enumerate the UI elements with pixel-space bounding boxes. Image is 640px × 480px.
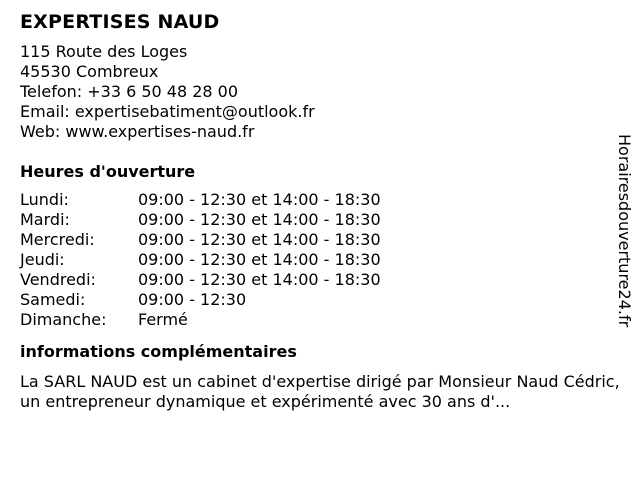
address-street: 115 Route des Loges — [20, 42, 188, 61]
hours-time: Fermé — [138, 310, 188, 329]
business-name: EXPERTISES NAUD — [20, 11, 220, 33]
contact-block — [20, 42, 620, 142]
hours-time: 09:00 - 12:30 et 14:00 - 18:30 — [138, 270, 381, 289]
address-city: 45530 Combreux — [20, 62, 159, 81]
hours-day: Jeudi: — [20, 250, 65, 269]
hours-day: Samedi: — [20, 290, 86, 309]
hours-day: Lundi: — [20, 190, 69, 209]
email-line: Email: expertisebatiment@outlook.fr — [20, 102, 315, 121]
hours-heading: Heures d'ouverture — [20, 162, 196, 181]
hours-day: Mardi: — [20, 210, 70, 229]
info-heading: informations complémentaires — [20, 342, 297, 361]
phone-line: Telefon: +33 6 50 48 28 00 — [20, 82, 239, 101]
hours-time: 09:00 - 12:30 — [138, 290, 247, 309]
hours-row — [20, 250, 620, 270]
hours-time: 09:00 - 12:30 et 14:00 - 18:30 — [138, 250, 381, 269]
hours-time: 09:00 - 12:30 et 14:00 - 18:30 — [138, 230, 381, 249]
hours-row — [20, 230, 620, 250]
site-brand-vertical: Horairesdouverture24.fr — [615, 134, 634, 328]
hours-day: Vendredi: — [20, 270, 96, 289]
hours-time: 09:00 - 12:30 et 14:00 - 18:30 — [138, 190, 381, 209]
hours-row — [20, 210, 620, 230]
hours-time: 09:00 - 12:30 et 14:00 - 18:30 — [138, 210, 381, 229]
business-card — [20, 10, 620, 412]
hours-table — [20, 190, 620, 330]
hours-day: Mercredi: — [20, 230, 95, 249]
web-line: Web: www.expertises-naud.fr — [20, 122, 255, 141]
hours-row — [20, 270, 620, 290]
hours-row — [20, 290, 620, 310]
hours-row — [20, 190, 620, 210]
hours-day: Dimanche: — [20, 310, 107, 329]
hours-row — [20, 310, 620, 330]
info-description: La SARL NAUD est un cabinet d'expertise dirigé par Monsieur Naud Cédric, un entrepreneur dynamique et expérimenté avec 30 ans d'... — [20, 372, 620, 411]
